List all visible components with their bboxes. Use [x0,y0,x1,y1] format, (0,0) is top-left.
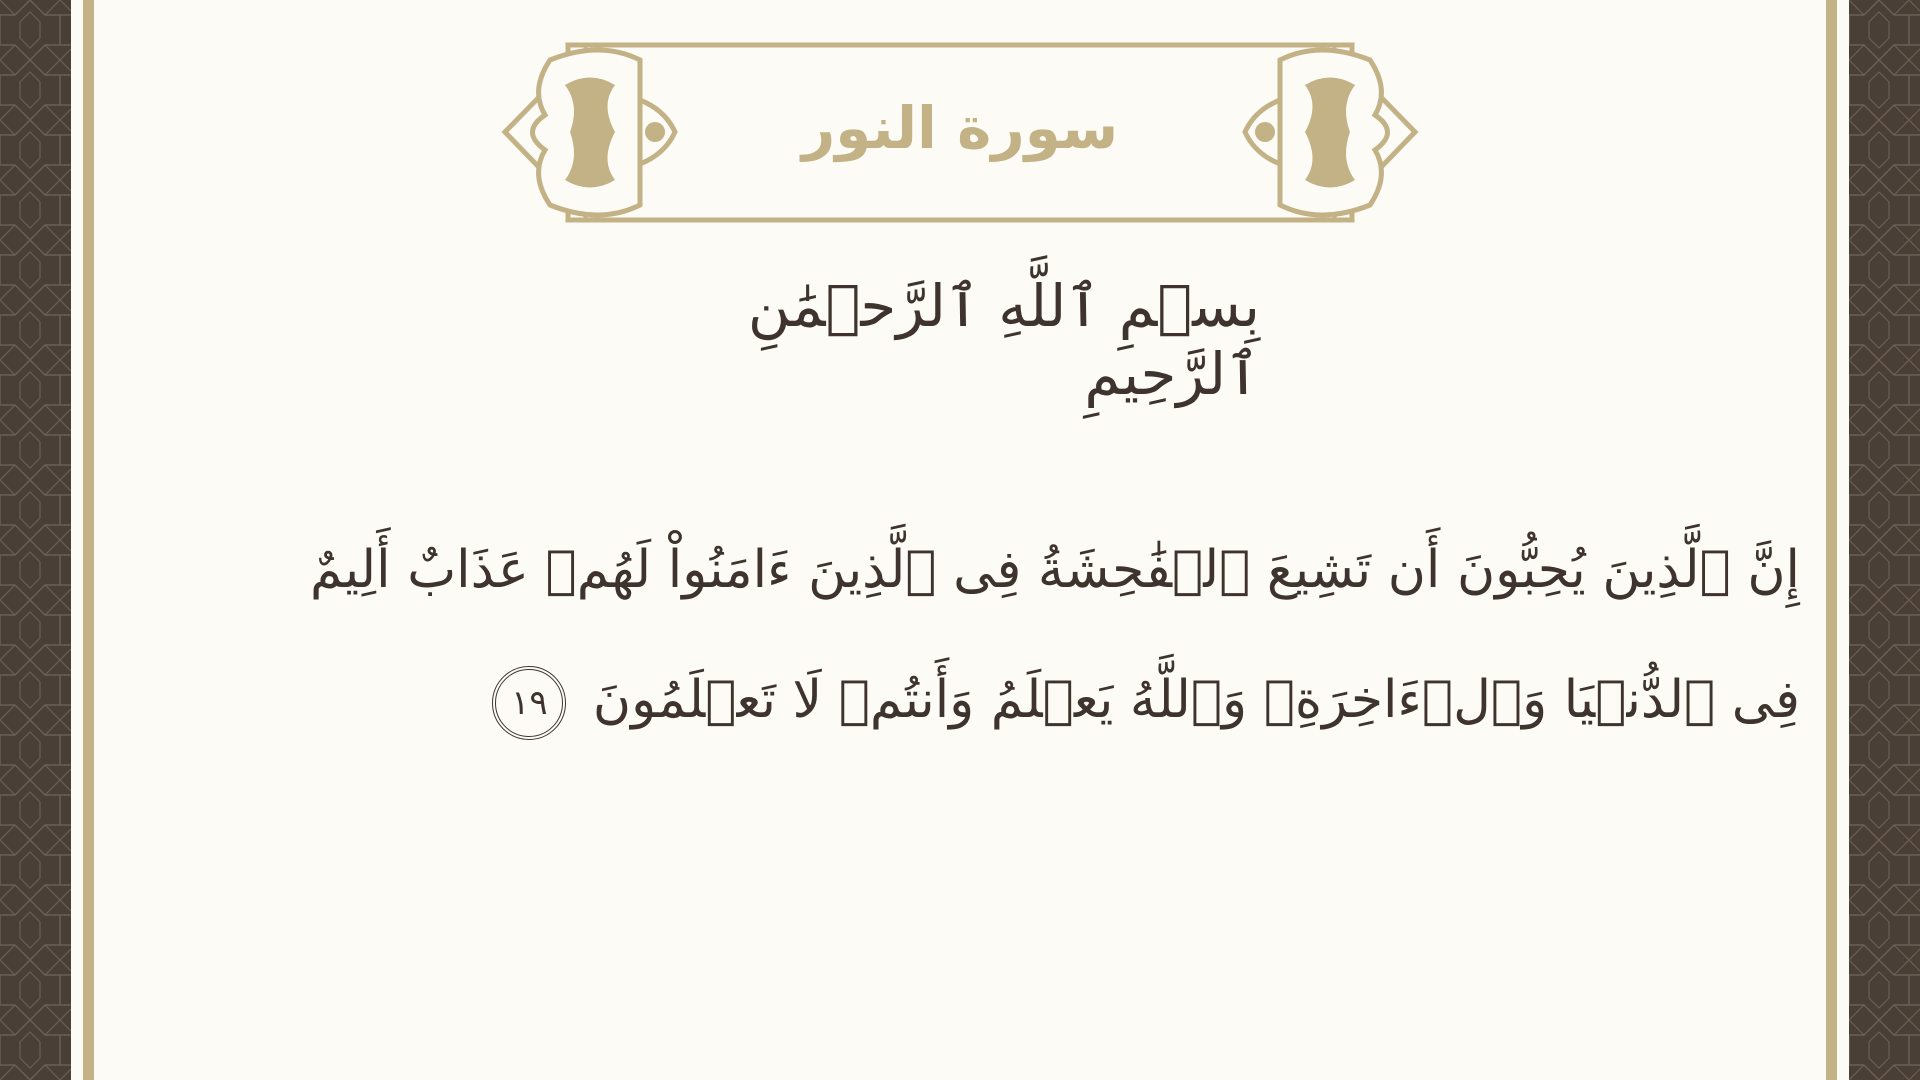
ayah-number-marker: ١٩ [492,666,566,740]
basmala: بِسۡمِ ٱللَّهِ ٱلرَّحۡمَٰنِ ٱلرَّحِيمِ [747,272,1260,408]
verse-block [310,505,1800,765]
surah-title: سورة النور [801,94,1119,162]
verse-text: إِنَّ ٱلَّذِينَ يُحِبُّونَ أَن تَشِيعَ ٱلۡفَٰحِشَةُ فِى ٱلَّذِينَ ءَامَنُواْ لَهُمۡ عَذَابٌ أَلِيمٌ فِى ٱلدُّنۡيَا وَٱلۡءَاخِرَةِۚ وَٱللَّهُ يَعۡلَمُ وَأَنتُمۡ لَا تَعۡلَمُونَ [310,540,1800,730]
